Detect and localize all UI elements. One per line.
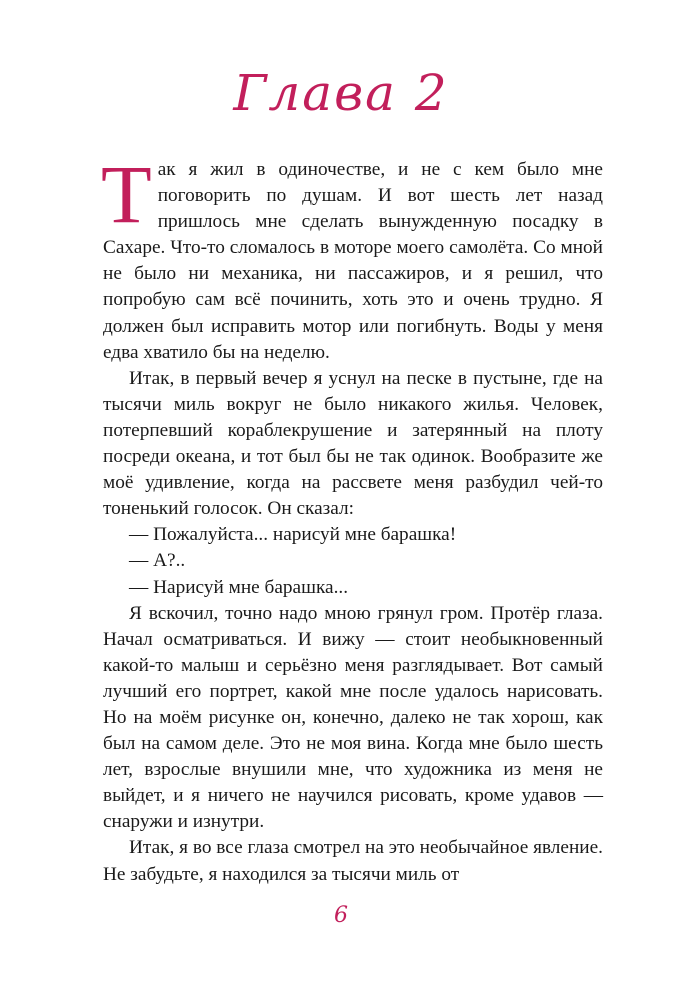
page-number: 6 [334, 903, 348, 928]
drop-cap: Т [101, 148, 152, 240]
first-paragraph-text: ак я жил в одиночестве, и не с кем было мне поговорить по душам. И вот шесть лет назад пришлось мне сделать вынужденную посадку в Сахаре. Что-то сломалось в моторе моего самолёта. Со мной не было ни механика, ни пассажиров, и я решил, что попробую сам всё починить, хоть это и очень трудно. Я должен был исправить мотор или погибнуть. Воды у меня едва хватило бы на неделю. [103, 159, 603, 363]
dialogue-line: — А?.. [129, 550, 186, 572]
paragraph: Итак, в первый вечер я уснул на песке в пустыне, где на тысячи миль вокруг не было никакого жилья. Человек, потерпевший кораблекрушение и затерянный на плоту посреди океана, и тот был бы не так одинок. Вообразите же моё удивление, когда на рассвете меня разбудил чей-то тоненький голосок. Он сказал: [103, 367, 603, 520]
chapter-text [101, 148, 603, 888]
dialogue-line: — Пожалуйста... нарисуй мне барашка! [129, 524, 457, 546]
paragraph: Итак, я во все глаза смотрел на это необычайное явление. Не забудьте, я находился за тысячи миль от [103, 837, 603, 885]
first-paragraph [101, 148, 603, 366]
dialogue-line: — Нарисуй мне барашка... [129, 576, 349, 598]
chapter-title: Глава 2 [233, 64, 449, 122]
paragraph: Я вскочил, точно надо мною грянул гром. Протёр глаза. Начал осматриваться. И вижу — стоит необыкновенный какой-то малыш и серьёзно меня разглядывает. Вот самый лучший его портрет, какой мне после удалось нарисовать. Но на моём рисунке он, конечно, далеко не так хорош, как был на самом деле. Это не моя вина. Когда мне было шесть лет, взрослые внушили мне, что художника из меня не выйдет, и я ничего не научился рисовать, кроме удавов — снаружи и изнутри. [103, 602, 603, 833]
